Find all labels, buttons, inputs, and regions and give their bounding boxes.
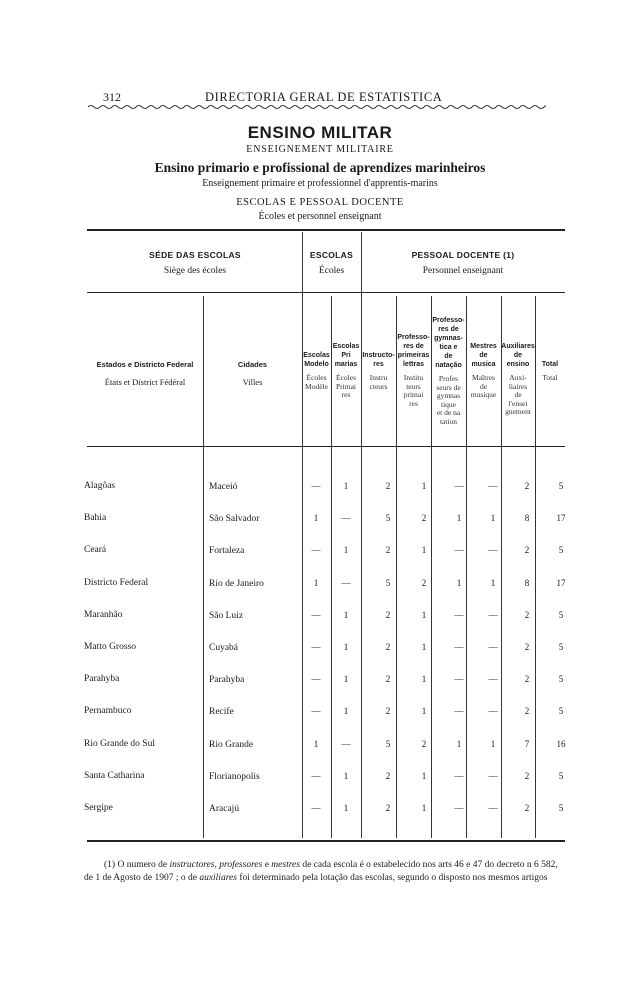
col-professores-primeiras-label-fr: Institu teurs primai res <box>403 373 424 408</box>
footnote-text: (1) O numero de <box>104 860 170 870</box>
col-mestres-label: Mestres de musica <box>470 343 497 368</box>
cell-value: 1 <box>421 545 427 555</box>
cell-value: — <box>488 481 498 491</box>
cell-estado: Alagôas <box>84 481 116 491</box>
cell-value: 2 <box>524 674 530 684</box>
cell-value: — <box>311 545 321 555</box>
col-cidades-label: Cidades <box>237 360 268 369</box>
cell-value: 2 <box>385 803 391 813</box>
group-escolas <box>302 250 361 276</box>
group-sede-label-fr: Siège des écoles <box>163 266 227 276</box>
section-heading-fr: Enseignement primaire et professionnel d'apprentis-marins <box>202 178 438 189</box>
col-estados-label: Estados e Districto Federal <box>96 360 194 369</box>
cell-estado: Matto Grosso <box>84 642 136 652</box>
cell-value: 17 <box>556 578 566 588</box>
cell-value: 1 <box>313 578 319 588</box>
cell-value: 1 <box>456 739 462 749</box>
cell-value: 5 <box>558 545 564 555</box>
cell-value: 2 <box>385 545 391 555</box>
cell-value: 7 <box>524 739 530 749</box>
cell-value: 8 <box>524 578 530 588</box>
col-instructores-label-fr: Instru cteurs <box>369 373 388 391</box>
cell-value: — <box>454 610 464 620</box>
cell-value: 1 <box>421 481 427 491</box>
cell-cidade: Maceió <box>209 482 238 492</box>
cell-value: 1 <box>490 739 496 749</box>
section-heading: Ensino primario e profissional de aprendizes marinheiros <box>154 160 486 175</box>
cell-value: 2 <box>385 674 391 684</box>
cell-value: 1 <box>421 642 427 652</box>
cell-cidade: Recife <box>209 707 234 717</box>
col-modelo-label-fr: Écoles Modèle <box>305 373 328 391</box>
col-estados-label-fr: États et District Fédéral <box>104 377 186 387</box>
footnote <box>84 859 568 885</box>
cell-estado: Parahyba <box>84 674 120 684</box>
cell-estado: Santa Catharina <box>84 771 145 781</box>
group-sede-label: SÉDE DAS ESCOLAS <box>149 250 241 260</box>
col-header-instructores <box>361 351 396 391</box>
cell-value: 2 <box>524 706 530 716</box>
footnote-emphasis: auxiliares <box>199 873 237 883</box>
group-sede <box>87 250 303 276</box>
cell-value: 2 <box>421 513 427 523</box>
group-pessoal-label-fr: Personnel enseignant <box>422 266 504 276</box>
col-mestres-label-fr: Maîtres de musique <box>470 373 497 399</box>
cell-cidade: Parahyba <box>209 675 245 685</box>
wavy-rule <box>88 104 546 110</box>
col-header-primarias <box>331 342 361 400</box>
cell-value: — <box>488 545 498 555</box>
cell-value: 1 <box>421 610 427 620</box>
cell-value: 5 <box>385 513 391 523</box>
cell-value: 2 <box>524 803 530 813</box>
footnote-text: de cada escola é o estabelecido nos arts 46 e 47 do decreto n 6 582, de 1 de Agosto de 1907 ; o de <box>84 860 558 883</box>
cell-value: 5 <box>385 578 391 588</box>
table-heading-fr: Écoles et personnel enseignant <box>258 211 382 222</box>
cell-value: 1 <box>421 771 427 781</box>
group-escolas-label-fr: Écoles <box>318 266 345 276</box>
cell-value: — <box>454 674 464 684</box>
cell-value: — <box>454 706 464 716</box>
col-header-professores-primeiras <box>396 333 431 408</box>
cell-value: — <box>488 771 498 781</box>
cell-value: — <box>488 706 498 716</box>
cell-value: — <box>311 706 321 716</box>
footnote-emphasis: instructores, professores <box>169 860 263 870</box>
cell-value: 1 <box>490 578 496 588</box>
cell-value: 2 <box>524 545 530 555</box>
cell-value: 1 <box>313 739 319 749</box>
cell-value: 1 <box>343 610 349 620</box>
cell-value: 16 <box>556 739 566 749</box>
cell-value: 1 <box>343 771 349 781</box>
col-primarias-label: Escolas Pri marias <box>332 343 360 368</box>
cell-value: 2 <box>385 610 391 620</box>
cell-value: 1 <box>343 545 349 555</box>
cell-estado: Sergipe <box>84 803 113 813</box>
col-cidades-label-fr: Villes <box>242 377 263 387</box>
cell-value: 2 <box>385 771 391 781</box>
cell-cidade: Rio de Janeiro <box>209 579 264 589</box>
cell-estado: Pernambuco <box>84 706 132 716</box>
header-rule-left <box>87 292 302 293</box>
cell-value: 2 <box>524 771 530 781</box>
table-top-rule <box>87 229 565 231</box>
col-professores-primeiras-label: Professo- res de primeiras lettras <box>397 334 430 368</box>
cell-cidade: Florianopolis <box>209 772 260 782</box>
col-total-label: Total <box>541 361 559 368</box>
cell-value: 2 <box>421 739 427 749</box>
page-title: ENSINO MILITAR <box>247 123 393 142</box>
running-head: DIRECTORIA GERAL DE ESTATISTICA <box>205 90 443 104</box>
cell-value: 2 <box>385 642 391 652</box>
cell-value: 2 <box>524 610 530 620</box>
header-rule-right <box>361 292 565 293</box>
cell-cidade: Cuyabá <box>209 643 239 653</box>
col-header-mestres <box>466 342 501 400</box>
header-bottom-rule <box>87 446 565 447</box>
cell-cidade: São Luiz <box>209 611 244 621</box>
cell-value: 2 <box>524 642 530 652</box>
group-pessoal <box>361 250 565 276</box>
cell-value: 1 <box>343 642 349 652</box>
vline <box>361 232 362 838</box>
cell-estado: Ceará <box>84 545 107 555</box>
col-header-auxiliares <box>501 342 535 417</box>
col-modelo-label: Escolas Modelo <box>303 352 330 368</box>
cell-value: 1 <box>343 674 349 684</box>
col-header-total <box>535 360 565 383</box>
cell-value: — <box>311 610 321 620</box>
footnote-emphasis: mestres <box>271 860 300 870</box>
table-heading: ESCOLAS E PESSOAL DOCENTE <box>236 197 404 208</box>
col-header-estados <box>87 360 203 387</box>
cell-cidade: São Salvador <box>209 514 260 524</box>
cell-value: — <box>311 481 321 491</box>
cell-value: 2 <box>524 481 530 491</box>
cell-value: — <box>454 771 464 781</box>
page-number: 312 <box>103 90 121 104</box>
cell-value: 5 <box>558 803 564 813</box>
cell-value: 5 <box>558 610 564 620</box>
cell-cidade: Aracajú <box>209 804 240 814</box>
col-auxiliares-label: Auxiliares de ensino <box>501 343 535 368</box>
cell-value: 5 <box>558 771 564 781</box>
cell-estado: Rio Grande do Sul <box>84 739 155 749</box>
cell-estado: Bahia <box>84 513 107 523</box>
cell-value: 1 <box>421 674 427 684</box>
cell-value: 5 <box>558 642 564 652</box>
col-header-cidades <box>203 360 302 387</box>
col-header-professores-gymnastica <box>431 316 466 426</box>
cell-cidade: Fortaleza <box>209 546 245 556</box>
col-auxiliares-label-fr: Auxi- liaires de l'ensei gnement <box>505 373 531 416</box>
footnote-text: foi determinado pela lotação das escolas, segundo o disposto nos mesmos artigos <box>236 873 548 883</box>
col-primarias-label-fr: Écoles Primai res <box>336 373 356 399</box>
group-escolas-label: ESCOLAS <box>309 250 354 260</box>
cell-value: — <box>311 674 321 684</box>
col-instructores-label: Instructo- res <box>362 352 395 368</box>
cell-value: — <box>454 545 464 555</box>
cell-value: 5 <box>558 481 564 491</box>
cell-value: — <box>341 578 351 588</box>
cell-value: — <box>341 739 351 749</box>
cell-value: — <box>488 674 498 684</box>
cell-value: 1 <box>490 513 496 523</box>
cell-value: — <box>488 642 498 652</box>
cell-value: — <box>454 803 464 813</box>
cell-value: — <box>311 771 321 781</box>
cell-value: 5 <box>558 706 564 716</box>
col-total-label-fr: Total <box>542 373 558 382</box>
cell-estado: Maranhão <box>84 610 123 620</box>
page-title-fr: ENSEIGNEMENT MILITAIRE <box>246 144 394 155</box>
cell-value: 1 <box>343 706 349 716</box>
cell-value: 8 <box>524 513 530 523</box>
col-professores-gymnastica-label: Professo- res de gymnas- tica e de natação <box>432 317 465 369</box>
cell-value: 5 <box>558 674 564 684</box>
cell-value: — <box>311 642 321 652</box>
group-pessoal-label: PESSOAL DOCENTE (1) <box>411 250 515 260</box>
cell-value: — <box>488 803 498 813</box>
cell-value: 1 <box>343 803 349 813</box>
col-header-modelo <box>302 351 331 391</box>
vline <box>302 232 303 838</box>
cell-value: 1 <box>313 513 319 523</box>
cell-value: 2 <box>385 706 391 716</box>
cell-value: 17 <box>556 513 566 523</box>
cell-value: — <box>488 610 498 620</box>
cell-value: 1 <box>421 803 427 813</box>
col-professores-gymnastica-label-fr: Profes seurs de gymnas tique et de na tation <box>436 374 461 426</box>
cell-value: 1 <box>456 513 462 523</box>
cell-value: — <box>341 513 351 523</box>
cell-value: 1 <box>343 481 349 491</box>
cell-cidade: Rio Grande <box>209 740 254 750</box>
footnote-text: e <box>262 860 272 870</box>
cell-value: 1 <box>456 578 462 588</box>
cell-estado: Districto Federal <box>84 578 149 588</box>
cell-value: 2 <box>385 481 391 491</box>
cell-value: — <box>454 481 464 491</box>
cell-value: — <box>311 803 321 813</box>
header-rule-mid <box>302 292 361 293</box>
table-bottom-rule <box>87 840 565 842</box>
cell-value: — <box>454 642 464 652</box>
cell-value: 1 <box>421 706 427 716</box>
cell-value: 5 <box>385 739 391 749</box>
cell-value: 2 <box>421 578 427 588</box>
